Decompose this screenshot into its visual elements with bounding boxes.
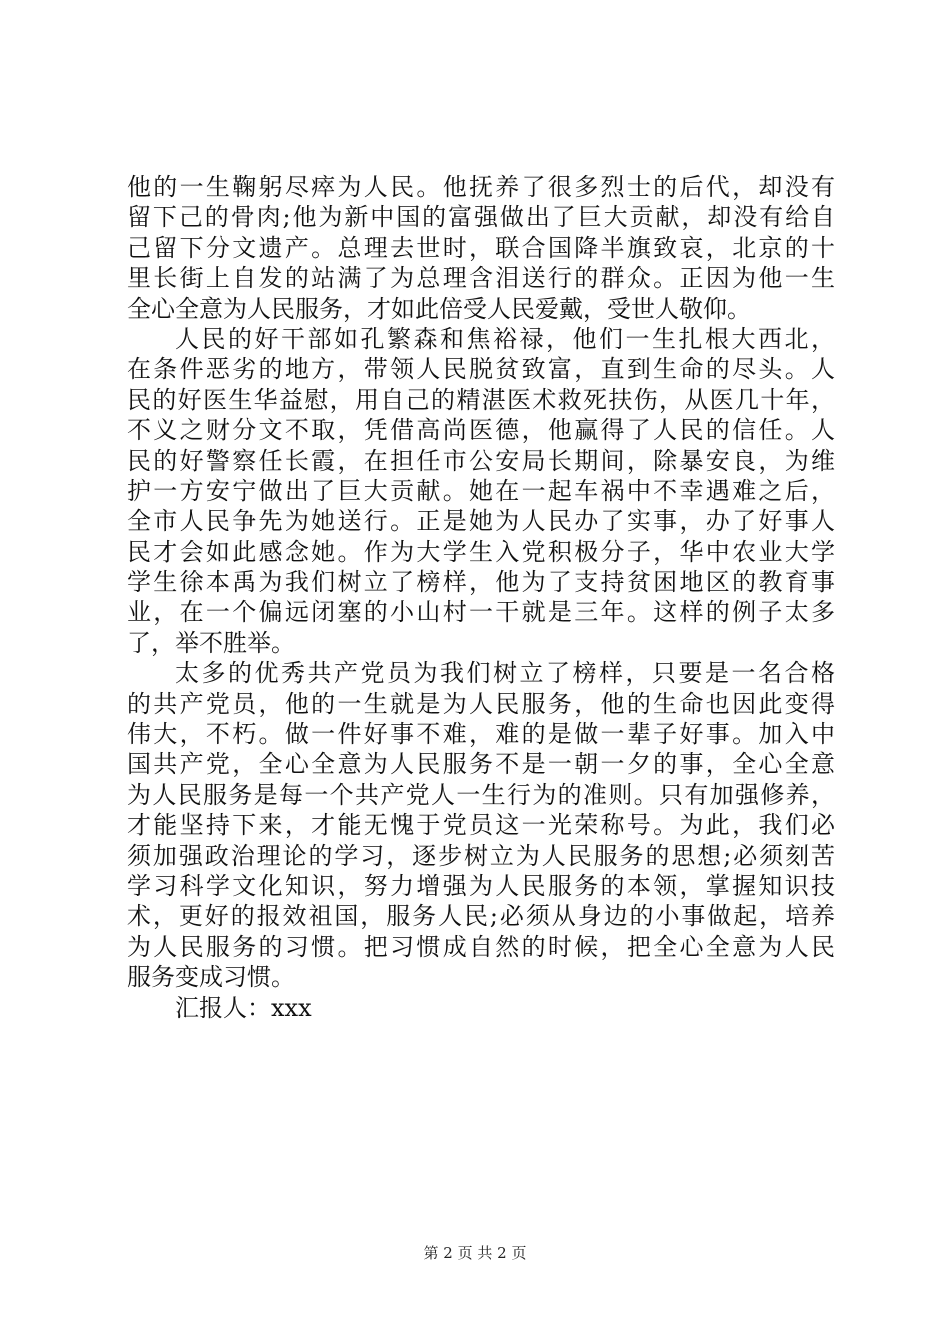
text-line: 民的好医生华益慰，用自己的精湛医术救死扶伤，从医几十年，: [127, 385, 835, 414]
text-line: 全市人民争先为她送行。正是她为人民办了实事，办了好事人: [127, 507, 835, 536]
text-line: 在条件恶劣的地方，带领人民脱贫致富，直到生命的尽头。人: [127, 355, 835, 384]
text-line: 里长街上自发的站满了为总理含泪送行的群众。正因为他一生: [127, 264, 835, 293]
text-line: 人民的好干部如孔繁森和焦裕禄，他们一生扎根大西北，: [175, 324, 835, 353]
text-line: 伟大，不朽。做一件好事不难，难的是做一辈子好事。加入中: [127, 720, 835, 749]
text-line: 护一方安宁做出了巨大贡献。她在一起车祸中不幸遇难之后，: [127, 476, 835, 505]
text-line: 全心全意为人民服务，才如此倍受人民爱戴，受世人敬仰。: [127, 294, 751, 323]
text-line: 的共产党员，他的一生就是为人民服务，他的生命也因此变得: [127, 689, 835, 718]
text-line: 才能坚持下来，才能无愧于党员这一光荣称号。为此，我们必: [127, 811, 835, 840]
paragraph-2: [127, 324, 835, 658]
text-line: 学习科学文化知识，努力增强为人民服务的本领，掌握知识技: [127, 871, 835, 900]
text-line: 不义之财分文不取，凭借高尚医德，他赢得了人民的信任。人: [127, 416, 835, 445]
text-line: 业，在一个偏远闭塞的小山村一干就是三年。这样的例子太多: [127, 598, 835, 627]
text-line: 了，举不胜举。: [127, 628, 295, 657]
text-line: 为人民服务是每一个共产党人一生行为的准则。只有加强修养，: [127, 780, 835, 809]
text-line: 国共产党，全心全意为人民服务不是一朝一夕的事，全心全意: [127, 750, 835, 779]
text-line: 服务变成习惯。: [127, 963, 295, 992]
paragraph-3: [127, 658, 835, 992]
text-line: 留下己的骨肉;他为新中国的富强做出了巨大贡献，却没有给自: [127, 203, 835, 232]
paragraph-1: [127, 172, 835, 324]
text-line: 他的一生鞠躬尽瘁为人民。他抚养了很多烈士的后代，却没有: [127, 173, 835, 201]
text-line: 民的好警察任长霞，在担任市公安局长期间，除暴安良，为维: [127, 446, 835, 475]
text-line: 民才会如此感念她。作为大学生入党积极分子，华中农业大学: [127, 537, 835, 566]
page-number-footer: 第 2 页 共 2 页: [423, 1244, 527, 1262]
text-line: 术，更好的报效祖国，服务人民;必须从身边的小事做起，培养: [127, 902, 835, 931]
text-line: 己留下分文遗产。总理去世时，联合国降半旗致哀，北京的十: [127, 233, 835, 262]
reporter-signature: 汇报人：xxx: [175, 993, 312, 1022]
text-line: 学生徐本禹为我们树立了榜样，他为了支持贫困地区的教育事: [127, 568, 835, 597]
signature-paragraph: [127, 993, 835, 1023]
document-body: [127, 172, 835, 1023]
text-line: 须加强政治理论的学习，逐步树立为人民服务的思想;必须刻苦: [127, 841, 835, 870]
text-line: 太多的优秀共产党员为我们树立了榜样，只要是一名合格: [175, 659, 835, 688]
text-line: 为人民服务的习惯。把习惯成自然的时候，把全心全意为人民: [127, 932, 835, 961]
